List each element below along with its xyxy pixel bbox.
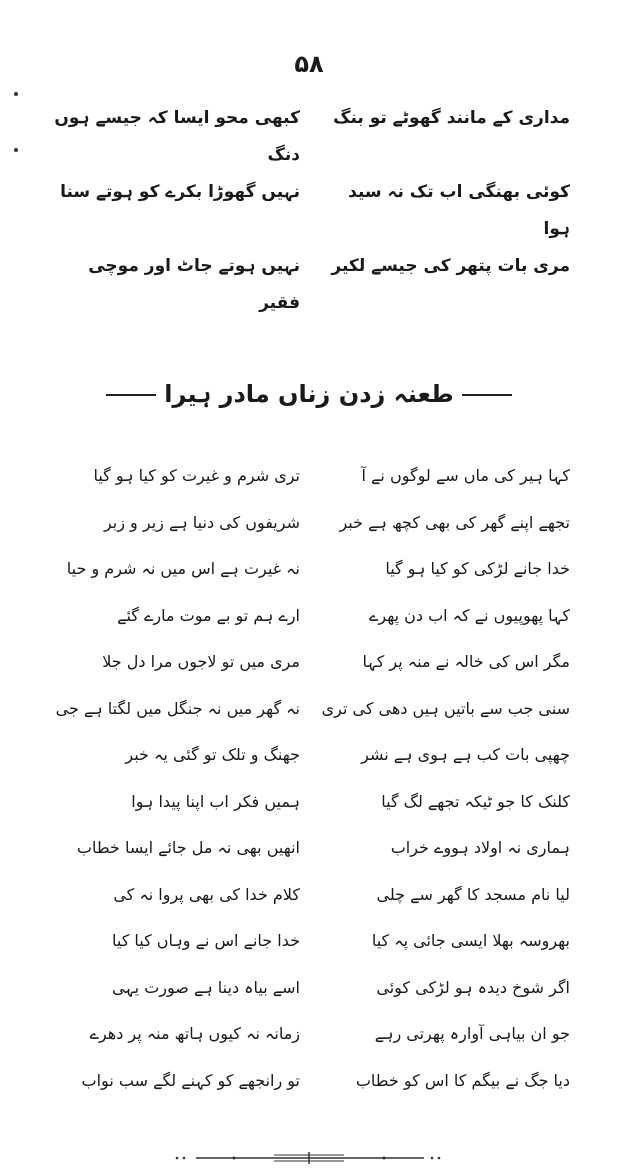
verse-couplet <box>50 500 570 547</box>
verse-couplet <box>50 779 570 826</box>
misra-right: سنی جب سے باتیں ہیں دھی کی تری <box>321 698 570 718</box>
misra-left: نہیں گھوڑا بکرے کو ہوتے سنا <box>60 182 300 202</box>
misra-right: کہا پھوپیوں نے کہ اب دن پھرے <box>368 605 570 625</box>
misra-right: خدا جانے لڑکی کو کیا ہو گیا <box>385 559 570 578</box>
verse-couplet <box>50 965 570 1012</box>
top-couplet <box>50 174 570 248</box>
page-number: ۵۸ <box>294 50 324 78</box>
misra-right: کوئی بھنگی اب تک نہ سید ہوا <box>348 182 570 239</box>
misra-left: نہیں ہوتے جاٹ اور موچی فقیر <box>88 256 300 313</box>
misra-left: نہ غیرت ہے اس میں نہ شرم و حیا <box>66 559 300 578</box>
top-couplet <box>50 100 570 174</box>
misra-right: بھروسہ بھلا ایسی جائی پہ کیا <box>371 931 570 950</box>
misra-left: تری شرم و غیرت کو کیا ہو گیا <box>93 466 300 485</box>
misra-right: مداری کے مانند گھوٹے تو بنگ <box>333 108 570 128</box>
bottom-ornament <box>174 1152 444 1164</box>
misra-right: اگر شوخ دیدہ ہو لڑکی کوئی <box>376 977 570 997</box>
verse-couplet <box>50 686 570 733</box>
misra-right: کلنک کا جو ٹیکہ تجھے لگ گیا <box>381 791 570 811</box>
misra-left: شریفوں کی دنیا ہے زیر و زبر <box>103 512 300 532</box>
misra-right: دیا جگ نے بیگم کا اس کو خطاب <box>355 1070 570 1090</box>
verse-couplet <box>50 453 570 500</box>
misra-left: ہمیں فکر اب اپنا پیدا ہوا <box>131 791 300 811</box>
scan-speck <box>14 148 18 152</box>
title-ornament-right <box>462 394 512 396</box>
misra-right: مگر اس کی خالہ نے منہ پر کہا <box>362 652 570 671</box>
misra-left: ارے ہم تو بے موت مارے گئے <box>117 605 300 625</box>
misra-left: انھیں بھی نہ مل جائے ایسا خطاب <box>76 838 300 857</box>
misra-right: لیا نام مسجد کا گھر سے چلی <box>376 884 570 904</box>
scan-speck <box>14 92 18 96</box>
misra-right: تجھے اپنے گھر کی بھی کچھ ہے خبر <box>339 512 570 532</box>
verse-couplet <box>50 593 570 640</box>
verses <box>0 453 618 1104</box>
top-couplet <box>50 248 570 322</box>
misra-left: اسے بیاہ دینا ہے صورت یہی <box>111 977 300 997</box>
verse-couplet <box>50 872 570 919</box>
misra-right: کہا ہیر کی ماں سے لوگوں نے آ <box>361 466 570 485</box>
title-ornament-left <box>106 394 156 396</box>
verse-couplet <box>50 918 570 965</box>
section-title: طعنہ زدن زناں مادر ہیرا <box>164 380 454 408</box>
top-couplets <box>0 100 618 322</box>
bottom-ornament-wrap <box>0 1104 618 1168</box>
verse-couplet <box>50 639 570 686</box>
misra-right: جو ان بیاہی آوارہ پھرتی رہے <box>374 1024 570 1043</box>
verse-couplet <box>50 732 570 779</box>
misra-right: مری بات پتھر کی جیسے لکیر <box>331 256 570 276</box>
verse-couplet <box>50 825 570 872</box>
misra-left: کبھی محو ایسا کہ جیسے ہوں دنگ <box>54 108 300 165</box>
misra-right: ہماری نہ اولاد ہووے خراب <box>390 838 570 857</box>
misra-right: چھپی بات کب ہے ہوی ہے نشر <box>361 745 570 764</box>
misra-left: نہ گھر میں نہ جنگل میں لگتا ہے جی <box>55 698 300 718</box>
section-title-block <box>0 322 618 453</box>
misra-left: تو رانجھے کو کہنے لگے سب نواب <box>81 1070 300 1090</box>
verse-couplet <box>50 1011 570 1058</box>
misra-left: جھنگ و تلک تو گئی یہ خبر <box>125 745 300 764</box>
misra-left: زمانہ نہ کیوں ہاتھ منہ پر دھرے <box>89 1024 300 1043</box>
verse-couplet <box>50 1058 570 1105</box>
misra-left: خدا جانے اس نے وہاں کیا کیا <box>111 931 300 950</box>
misra-left: مری میں تو لاجوں مرا دل جلا <box>102 652 300 671</box>
misra-left: کلام خدا کی بھی پروا نہ کی <box>113 884 300 904</box>
verse-couplet <box>50 546 570 593</box>
